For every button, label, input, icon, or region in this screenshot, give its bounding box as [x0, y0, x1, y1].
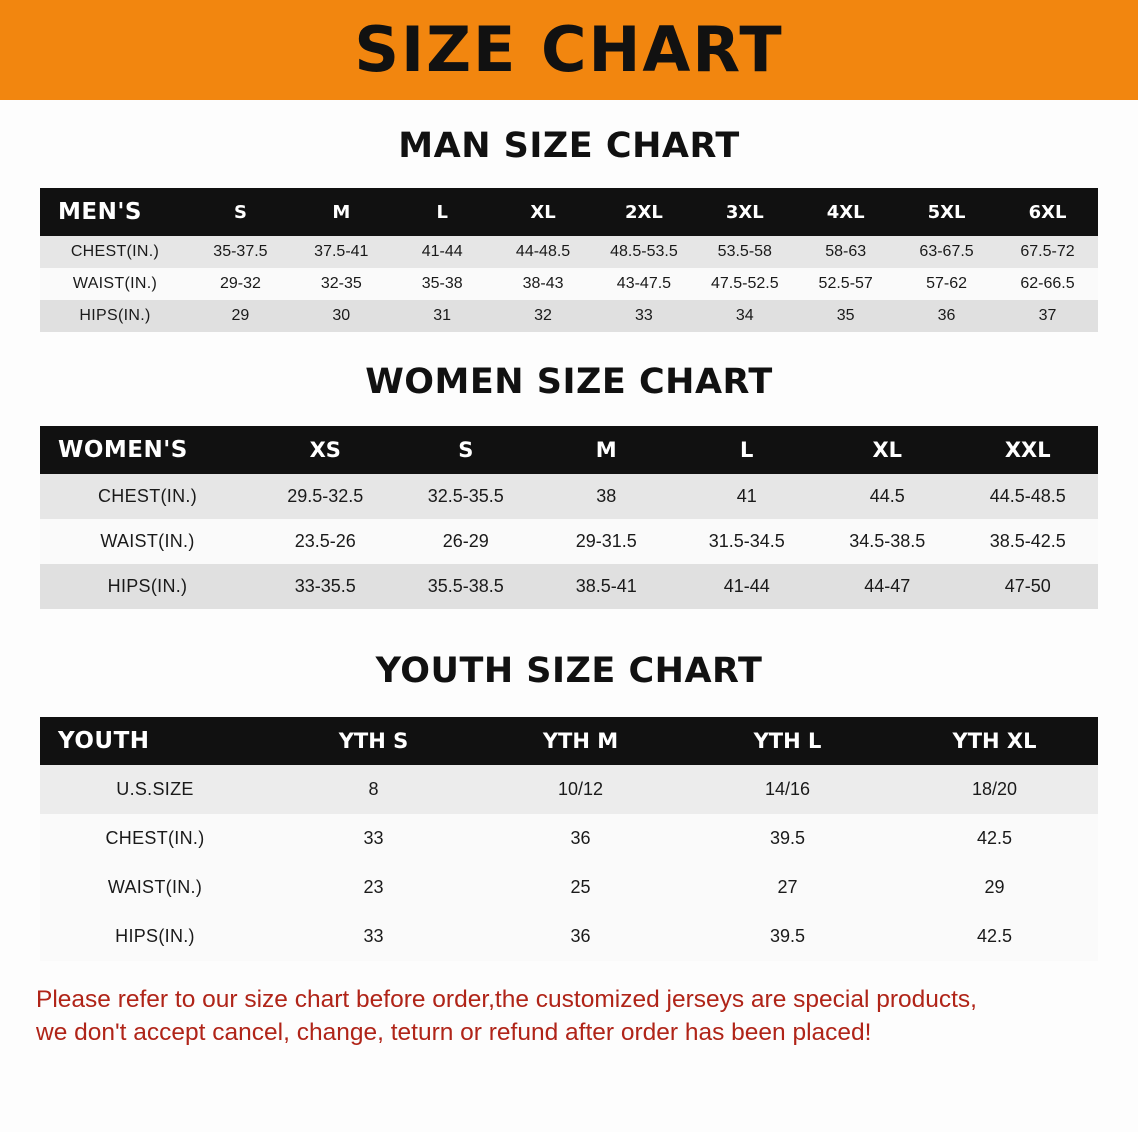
- table-cell: 38: [536, 474, 677, 519]
- women-table-wrapper: [40, 426, 1098, 609]
- table-cell: 25: [477, 863, 684, 912]
- column-header: S: [190, 188, 291, 236]
- table-cell: 37: [997, 300, 1098, 332]
- table-cell: 23: [270, 863, 477, 912]
- table-cell: 36: [896, 300, 997, 332]
- row-label: HIPS(IN.): [40, 300, 190, 332]
- page-title: SIZE CHART: [354, 13, 784, 86]
- column-header: XL: [493, 188, 594, 236]
- column-header: L: [392, 188, 493, 236]
- column-header: M: [291, 188, 392, 236]
- table-cell: 33: [270, 912, 477, 961]
- table-cell: 44-48.5: [493, 236, 594, 268]
- column-header: XXL: [958, 426, 1099, 474]
- table-cell: 31.5-34.5: [677, 519, 818, 564]
- table-cell: 41-44: [677, 564, 818, 609]
- row-label: WAIST(IN.): [40, 268, 190, 300]
- column-header: 5XL: [896, 188, 997, 236]
- table-cell: 29: [190, 300, 291, 332]
- table-row: [40, 268, 1098, 300]
- row-label: WAIST(IN.): [40, 863, 270, 912]
- footer-note-line-1: Please refer to our size chart before order,the customized jerseys are special products,: [36, 986, 977, 1013]
- table-cell: 32.5-35.5: [396, 474, 537, 519]
- column-header: 4XL: [795, 188, 896, 236]
- table-cell: 31: [392, 300, 493, 332]
- table-header-row: [40, 188, 1098, 236]
- column-header: XS: [255, 426, 396, 474]
- man-size-table: [40, 188, 1098, 332]
- table-row: [40, 912, 1098, 961]
- table-row: [40, 814, 1098, 863]
- table-cell: 48.5-53.5: [594, 236, 695, 268]
- women-section-heading: WOMEN SIZE CHART: [365, 362, 773, 402]
- table-cell: 39.5: [684, 814, 891, 863]
- youth-table-wrapper: [40, 717, 1098, 961]
- table-cell: 29-32: [190, 268, 291, 300]
- table-cell: 33-35.5: [255, 564, 396, 609]
- row-label: CHEST(IN.): [40, 474, 255, 519]
- table-cell: 23.5-26: [255, 519, 396, 564]
- table-cell: 37.5-41: [291, 236, 392, 268]
- table-cell: 67.5-72: [997, 236, 1098, 268]
- table-cell: 35-37.5: [190, 236, 291, 268]
- column-header: YTH S: [270, 717, 477, 765]
- table-cell: 47.5-52.5: [694, 268, 795, 300]
- youth-size-table: [40, 717, 1098, 961]
- table-cell: 35.5-38.5: [396, 564, 537, 609]
- table-cell: 14/16: [684, 765, 891, 814]
- table-cell: 44.5-48.5: [958, 474, 1099, 519]
- table-cell: 38.5-41: [536, 564, 677, 609]
- table-cell: 47-50: [958, 564, 1099, 609]
- table-cell: 63-67.5: [896, 236, 997, 268]
- table-cell: 62-66.5: [997, 268, 1098, 300]
- table-cell: 38-43: [493, 268, 594, 300]
- table-row: [40, 863, 1098, 912]
- table-cell: 35-38: [392, 268, 493, 300]
- youth-section-heading: YOUTH SIZE CHART: [375, 651, 763, 691]
- row-label: CHEST(IN.): [40, 236, 190, 268]
- table-cell: 29.5-32.5: [255, 474, 396, 519]
- column-header: 2XL: [594, 188, 695, 236]
- table-row: [40, 564, 1098, 609]
- footer-note-line-2: we don't accept cancel, change, teturn or refund after order has been placed!: [36, 1019, 872, 1047]
- page-banner: [0, 0, 1138, 100]
- row-label: HIPS(IN.): [40, 912, 270, 961]
- column-header: XL: [817, 426, 958, 474]
- table-cell: 52.5-57: [795, 268, 896, 300]
- table-cell: 27: [684, 863, 891, 912]
- row-label: CHEST(IN.): [40, 814, 270, 863]
- row-label: HIPS(IN.): [40, 564, 255, 609]
- table-cell: 42.5: [891, 912, 1098, 961]
- table-cell: 34.5-38.5: [817, 519, 958, 564]
- man-table-wrapper: [40, 188, 1098, 332]
- table-cell: 33: [270, 814, 477, 863]
- table-row: [40, 765, 1098, 814]
- table-cell: 41: [677, 474, 818, 519]
- table-cell: 53.5-58: [694, 236, 795, 268]
- table-cell: 32: [493, 300, 594, 332]
- table-cell: 42.5: [891, 814, 1098, 863]
- column-header: 3XL: [694, 188, 795, 236]
- column-header: YOUTH: [40, 717, 270, 765]
- table-cell: 39.5: [684, 912, 891, 961]
- table-cell: 36: [477, 912, 684, 961]
- table-cell: 29: [891, 863, 1098, 912]
- column-header: YTH M: [477, 717, 684, 765]
- table-cell: 10/12: [477, 765, 684, 814]
- table-row: [40, 474, 1098, 519]
- table-cell: 38.5-42.5: [958, 519, 1099, 564]
- row-label: U.S.SIZE: [40, 765, 270, 814]
- column-header: 6XL: [997, 188, 1098, 236]
- table-cell: 30: [291, 300, 392, 332]
- table-cell: 35: [795, 300, 896, 332]
- table-cell: 29-31.5: [536, 519, 677, 564]
- column-header: L: [677, 426, 818, 474]
- table-row: [40, 236, 1098, 268]
- column-header: S: [396, 426, 537, 474]
- column-header: YTH L: [684, 717, 891, 765]
- table-cell: 57-62: [896, 268, 997, 300]
- column-header: MEN'S: [40, 188, 190, 236]
- table-cell: 44.5: [817, 474, 958, 519]
- table-cell: 44-47: [817, 564, 958, 609]
- table-cell: 41-44: [392, 236, 493, 268]
- table-header-row: [40, 717, 1098, 765]
- table-row: [40, 519, 1098, 564]
- man-section-heading: MAN SIZE CHART: [398, 126, 740, 166]
- table-cell: 58-63: [795, 236, 896, 268]
- table-cell: 26-29: [396, 519, 537, 564]
- table-cell: 34: [694, 300, 795, 332]
- women-size-table: [40, 426, 1098, 609]
- footer-note: [36, 983, 1102, 1049]
- column-header: YTH XL: [891, 717, 1098, 765]
- table-row: [40, 300, 1098, 332]
- column-header: M: [536, 426, 677, 474]
- table-cell: 36: [477, 814, 684, 863]
- table-cell: 18/20: [891, 765, 1098, 814]
- table-cell: 8: [270, 765, 477, 814]
- table-cell: 43-47.5: [594, 268, 695, 300]
- table-header-row: [40, 426, 1098, 474]
- table-cell: 33: [594, 300, 695, 332]
- table-cell: 32-35: [291, 268, 392, 300]
- column-header: WOMEN'S: [40, 426, 255, 474]
- row-label: WAIST(IN.): [40, 519, 255, 564]
